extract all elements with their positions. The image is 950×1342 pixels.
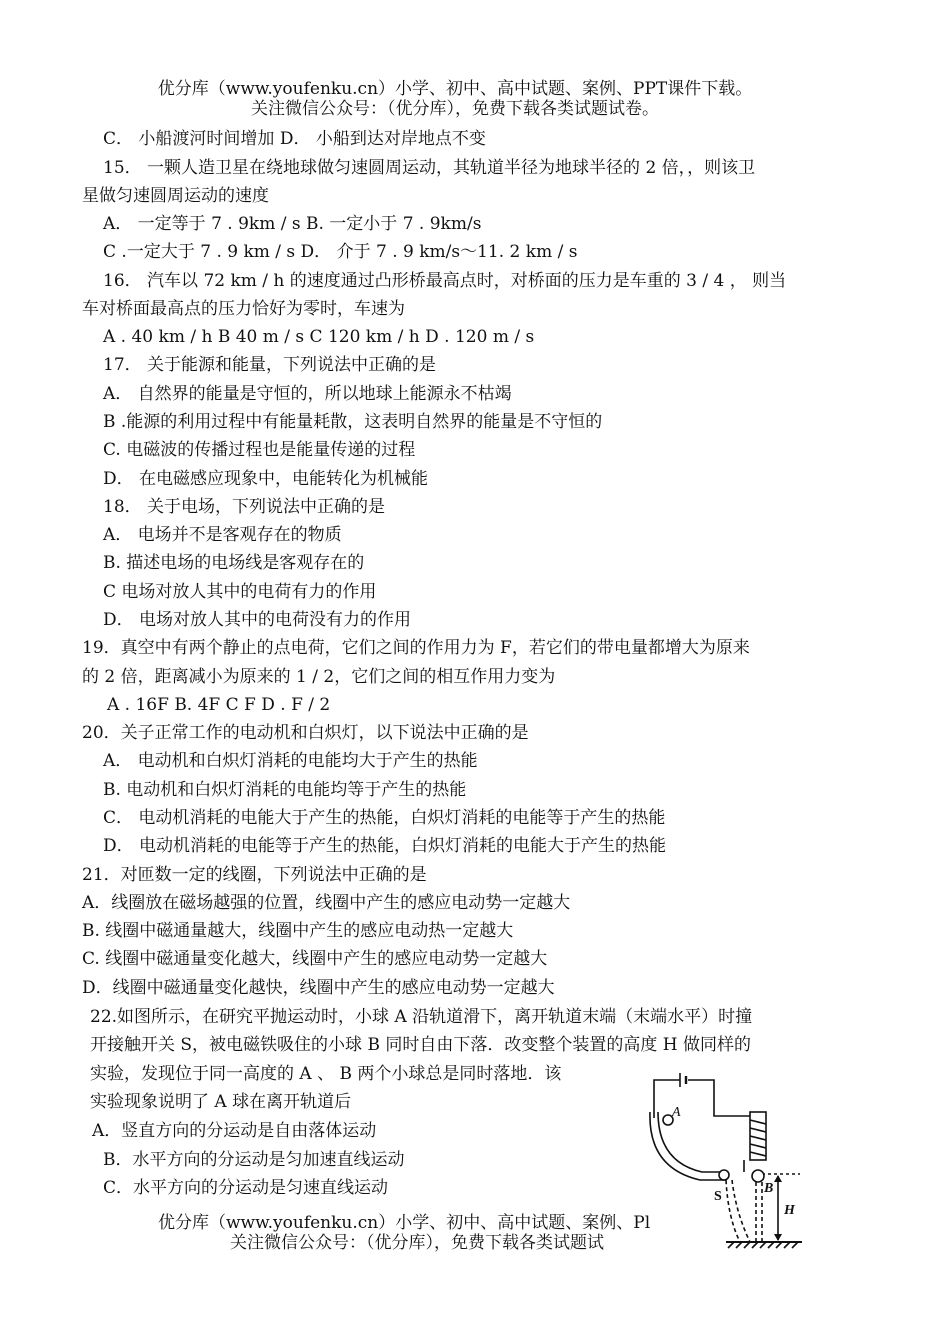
- q21-option-c: C. 线圈中磁通量变化越大，线圈中产生的感应电动势一定越大: [82, 949, 548, 969]
- q21-option-d: D．线圈中磁通量变化越快，线圈中产生的感应电动势一定越大: [82, 978, 555, 998]
- q20-option-a: A． 电动机和白炽灯消耗的电能均大于产生的热能: [103, 751, 478, 771]
- header-line-2: 关注微信公众号：（优分库），免费下载各类试题试卷。: [251, 99, 659, 119]
- q15-options-ab: A． 一定等于 7 . 9km / s B. 一定小于 7 . 9km/s: [103, 214, 482, 234]
- q17-option-b: B .能源的利用过程中有能量耗散，这表明自然界的能量是不守恒的: [103, 412, 603, 432]
- q15-stem: 15． 一颗人造卫星在绕地球做匀速圆周运动，其轨道半径为地球半径的 2 倍，，则该卫: [103, 158, 756, 178]
- q17-option-a: A． 自然界的能量是守恒的，所以地球上能源永不枯竭: [103, 384, 512, 404]
- q14-options-cd: C． 小船渡河时间增加 D． 小船到达对岸地点不变: [103, 129, 486, 149]
- q19-stem-cont: 的 2 倍，距离减小为原来的 1 / 2，它们之间的相互作用力变为: [82, 667, 556, 687]
- q21-option-b: B. 线圈中磁通量越大，线圈中产生的感应电动热一定越大: [82, 921, 514, 941]
- q19-options: A . 16F B. 4F C F D . F / 2: [107, 695, 331, 715]
- q21-stem: 21．对匝数一定的线圈，下列说法中正确的是: [82, 865, 427, 885]
- q22-option-a: A．竖直方向的分运动是自由落体运动: [92, 1121, 377, 1141]
- label-b: B: [764, 1181, 774, 1196]
- q18-option-c: C 电场对放人其中的电荷有力的作用: [103, 582, 377, 602]
- q15-stem-cont: 星做匀速圆周运动的速度: [82, 186, 269, 206]
- q16-stem-cont: 车对桥面最高点的压力恰好为零时，车速为: [82, 299, 405, 319]
- q22-option-b: B．水平方向的分运动是匀加速直线运动: [103, 1150, 405, 1170]
- ball-a-at-end: [719, 1170, 729, 1180]
- label-s: S: [714, 1189, 722, 1204]
- q22-stem: 22.如图所示，在研究平抛运动时，小球 A 沿轨道滑下，离开轨道末端（末端水平）时撞: [90, 1007, 753, 1027]
- q18-option-d: D． 电场对放人其中的电荷没有力的作用: [103, 610, 412, 630]
- q15-options-cd: C .一定大于 7 . 9 km / s D． 介于 7 . 9 km/s～11. 2 km / s: [103, 242, 578, 262]
- track-outer: [650, 1112, 726, 1180]
- footer-line-1: 优分库（www.youfenku.cn）小学、初中、高中试题、案例、Pl: [158, 1213, 651, 1233]
- q20-stem: 20．关子正常工作的电动机和白炽灯，以下说法中正确的是: [82, 723, 529, 743]
- q22-stem-cont-1: 开接触开关 S，被电磁铁吸住的小球 B 同时自由下落．改变整个装置的高度 H 做同样的: [90, 1035, 751, 1055]
- label-h: H: [784, 1203, 795, 1218]
- q18-stem: 18． 关于电场，下列说法中正确的是: [103, 497, 386, 517]
- q20-option-c: C． 电动机消耗的电能大于产生的热能，白炽灯消耗的电能等于产生的热能: [103, 808, 666, 828]
- projectile-path-dashed: [732, 1180, 750, 1242]
- circuit-wire: [654, 1080, 750, 1118]
- q19-stem: 19．真空中有两个静止的点电荷，它们之间的作用力为 F，若它们的带电量都增大为原来: [82, 638, 750, 658]
- footer-line-2: 关注微信公众号：（优分库），免费下载各类试题试: [230, 1233, 604, 1253]
- q21-option-a: A．线圈放在磁场越强的位置，线圈中产生的感应电动势一定越大: [82, 893, 571, 913]
- ball-b: [752, 1170, 764, 1182]
- q17-option-d: D． 在电磁感应现象中，电能转化为机械能: [103, 469, 429, 489]
- q17-stem: 17． 关于能源和能量，下列说法中正确的是: [103, 355, 437, 375]
- q20-option-d: D． 电动机消耗的电能等于产生的热能，白炽灯消耗的电能大于产生的热能: [103, 836, 667, 856]
- q18-option-a: A． 电场并不是客观存在的物质: [103, 525, 342, 545]
- projectile-apparatus-diagram: [640, 1068, 810, 1250]
- label-a: A: [672, 1105, 681, 1120]
- q17-option-c: C. 电磁波的传播过程也是能量传递的过程: [103, 440, 416, 460]
- q18-option-b: B. 描述电场的电场线是客观存在的: [103, 553, 365, 573]
- q22-stem-cont-2: 实验，发现位于同一高度的 A 、 B 两个小球总是同时落地．该: [90, 1064, 562, 1084]
- q16-options: A . 40 km / h B 40 m / s C 120 km / h D . 120 m / s: [103, 327, 535, 347]
- q20-option-b: B. 电动机和白炽灯消耗的电能均等于产生的热能: [103, 780, 467, 800]
- header-line-1: 优分库（www.youfenku.cn）小学、初中、高中试题、案例、PPT课件下载。: [157, 79, 753, 99]
- q22-stem-cont-3: 实验现象说明了 A 球在离开轨道后: [90, 1092, 352, 1112]
- q16-stem: 16． 汽车以 72 km / h 的速度通过凸形桥最高点时，对桥面的压力是车重的 3 / 4 ， 则当: [103, 271, 787, 291]
- q22-option-c: C．水平方向的分运动是匀速直线运动: [103, 1178, 389, 1198]
